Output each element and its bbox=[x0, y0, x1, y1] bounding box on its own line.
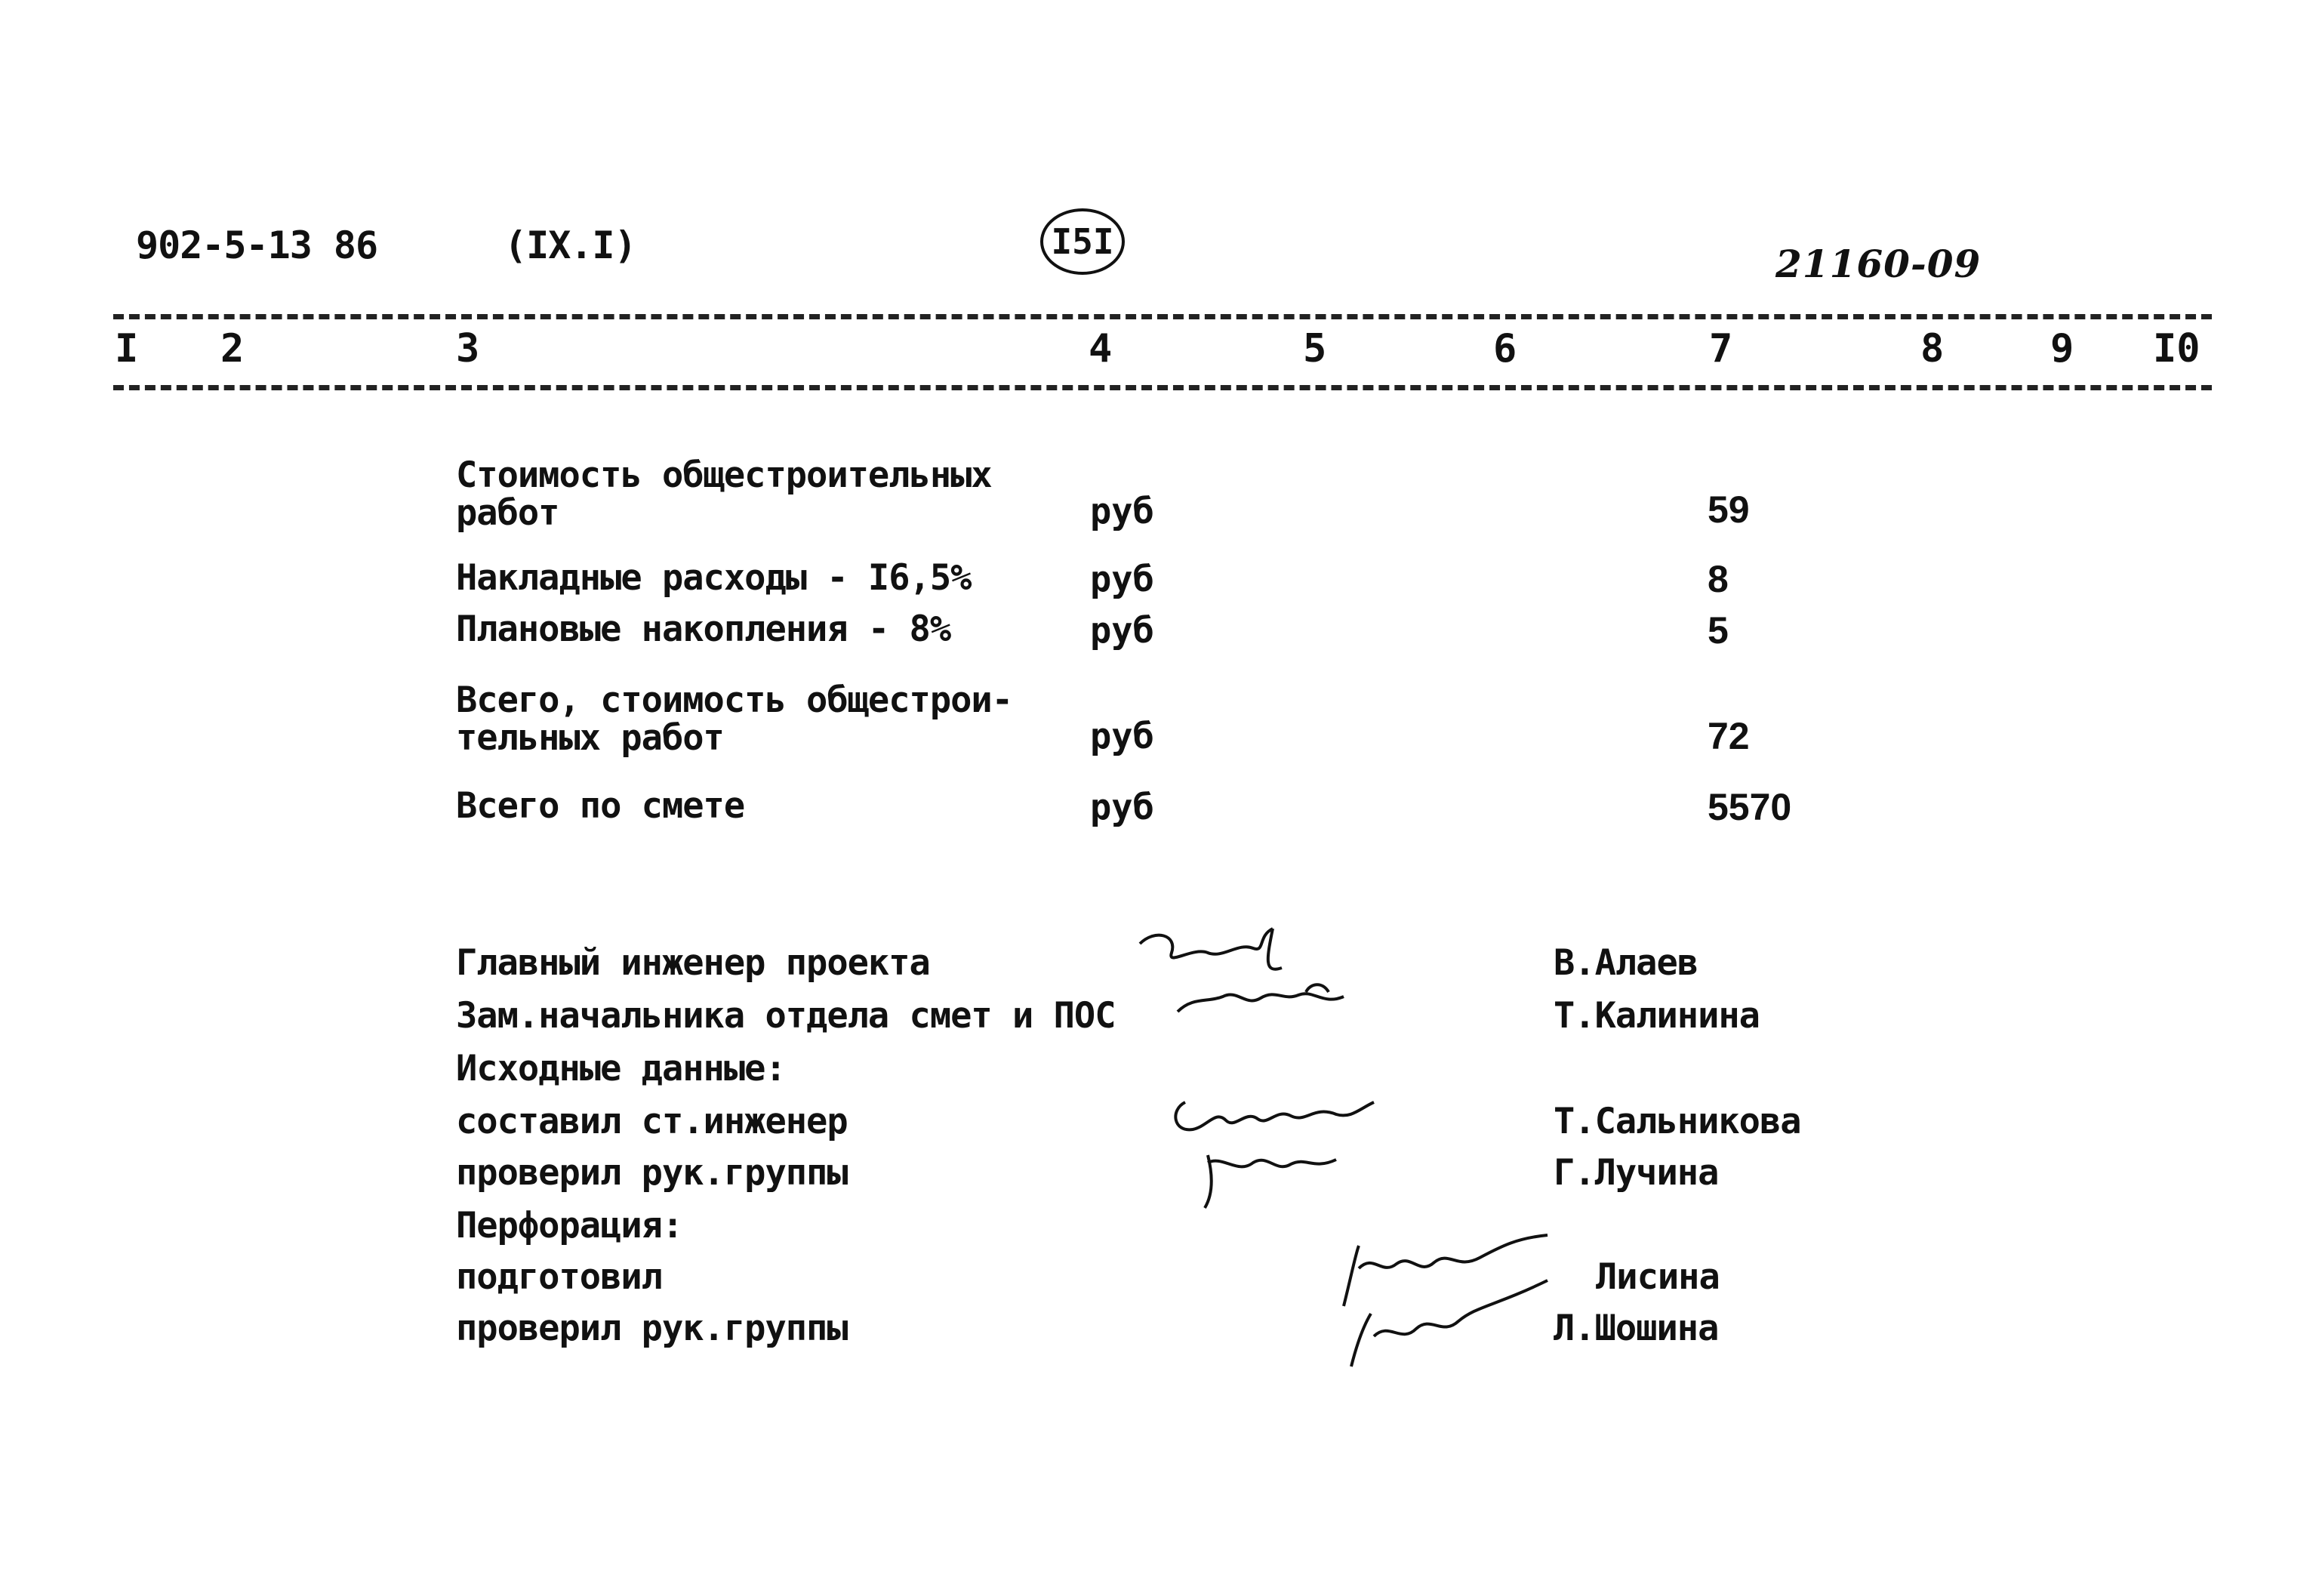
signature-name: Т.Сальникова bbox=[1554, 1101, 1801, 1142]
row-unit: руб bbox=[1090, 491, 1154, 532]
column-number: 3 bbox=[456, 326, 480, 371]
signature-role: подготовил bbox=[456, 1256, 662, 1298]
handwritten-signature-salnikova bbox=[1163, 1072, 1404, 1223]
signature-role: проверил рук.группы bbox=[456, 1308, 848, 1349]
page-number-circle bbox=[1040, 208, 1125, 275]
row-label: Всего, стоимость общестрои- bbox=[456, 679, 1013, 721]
row-unit: руб bbox=[1090, 716, 1154, 757]
column-number: 7 bbox=[1709, 326, 1733, 371]
column-number: I0 bbox=[2153, 326, 2200, 371]
signature-name: Т.Калинина bbox=[1554, 995, 1760, 1037]
row-value: 5 bbox=[1708, 609, 1729, 652]
document-code: 902-5-13 86 bbox=[136, 223, 378, 267]
page-number: I5I bbox=[1051, 221, 1114, 262]
row-unit: руб bbox=[1090, 610, 1154, 652]
column-number: 5 bbox=[1303, 326, 1327, 371]
signature-name: Л.Шошина bbox=[1554, 1308, 1719, 1349]
row-value: 8 bbox=[1708, 558, 1729, 600]
signature-role: Зам.начальника отдела смет и ПОС bbox=[456, 995, 1116, 1037]
column-number: 9 bbox=[2050, 326, 2074, 371]
column-number: 2 bbox=[220, 326, 245, 371]
row-label: Накладные расходы - I6,5% bbox=[456, 557, 972, 599]
row-unit: руб bbox=[1090, 559, 1154, 600]
handwritten-signature-alaev bbox=[1125, 914, 1397, 1034]
row-value: 72 bbox=[1708, 715, 1750, 757]
top-dashed-rule bbox=[113, 314, 2212, 319]
row-value: 5570 bbox=[1708, 786, 1792, 828]
signature-role: Главный инженер проекта bbox=[456, 942, 930, 984]
handwritten-signature-lisina bbox=[1329, 1223, 1578, 1374]
signature-name: Лисина bbox=[1596, 1256, 1720, 1298]
row-value: 59 bbox=[1708, 488, 1750, 531]
section-heading: Перфорация: bbox=[456, 1205, 683, 1246]
handwritten-number: 21160-09 bbox=[1775, 242, 1982, 286]
row-label-continued: тельных работ bbox=[456, 717, 724, 759]
column-number: 6 bbox=[1493, 326, 1517, 371]
section-heading: Исходные данные: bbox=[456, 1048, 786, 1089]
signature-role: составил ст.инженер bbox=[456, 1101, 848, 1142]
bottom-dashed-rule bbox=[113, 385, 2212, 390]
signature-name: В.Алаев bbox=[1554, 942, 1698, 984]
row-label: Плановые накопления - 8% bbox=[456, 609, 951, 650]
row-label-continued: работ bbox=[456, 492, 559, 534]
row-label: Стоимость общестроительных bbox=[456, 454, 992, 496]
signature-role: проверил рук.группы bbox=[456, 1152, 848, 1194]
signature-name: Г.Лучина bbox=[1554, 1152, 1719, 1194]
column-number: 4 bbox=[1089, 326, 1113, 371]
row-unit: руб bbox=[1090, 787, 1154, 828]
row-label: Всего по смете bbox=[456, 785, 745, 827]
section-number: (IX.I) bbox=[504, 223, 636, 267]
column-number: I bbox=[115, 326, 139, 371]
column-number: 8 bbox=[1920, 326, 1945, 371]
